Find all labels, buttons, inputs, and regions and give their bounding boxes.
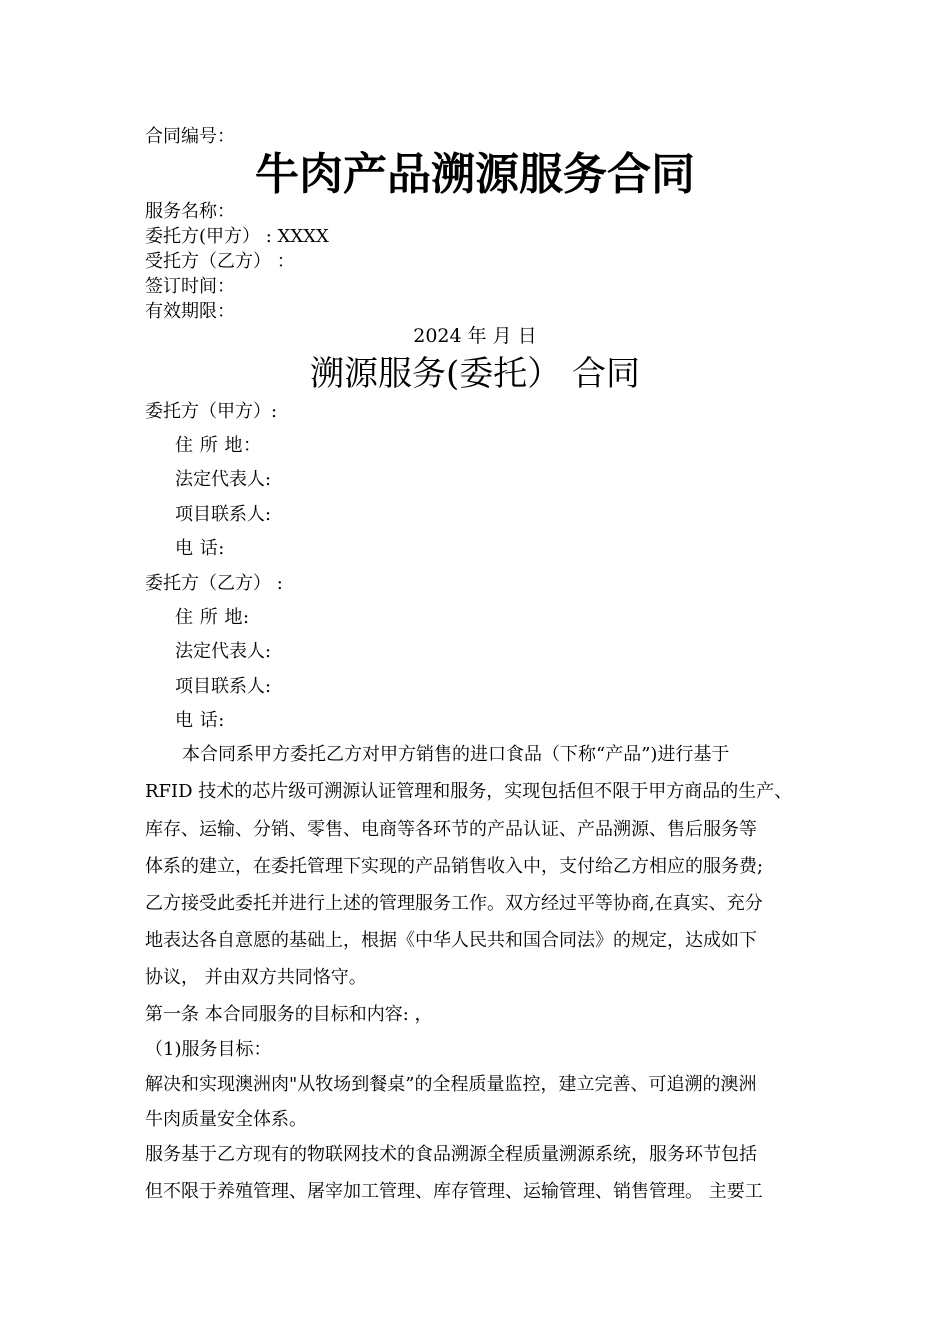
paragraph-1-line-7: 协议， 并由双方共同恪守。 (145, 967, 367, 988)
paragraph-3-line-2: 但不限于养殖管理、屠宰加工管理、库存管理、运输管理、销售管理。 主要工 (145, 1181, 763, 1202)
sub-title: 溯源服务(委托） 合同 (309, 354, 641, 394)
item-1-label: （1)服务目标： (145, 1039, 272, 1060)
valid-period-label: 有效期限： (145, 301, 235, 322)
party-a-phone: 电 话: (175, 538, 225, 559)
paragraph-1-line-2: RFID 技术的芯片级可溯源认证管理和服务，实现包括但不限于甲方商品的生产、 (145, 781, 793, 802)
party-a-address: 住 所 地： (175, 435, 262, 456)
article-1-heading: 第一条 本合同服务的目标和内容: ， (145, 1004, 433, 1025)
sign-time-label: 签订时间： (145, 276, 235, 297)
paragraph-2-line-2: 牛肉质量安全体系。 (145, 1109, 307, 1130)
party-a-contact: 项目联系人: (175, 504, 272, 525)
party-a-label: 委托方（甲方）: (145, 401, 278, 422)
paragraph-1-line-4: 体系的建立，在委托管理下实现的产品销售收入中，支付给乙方相应的服务费; (145, 856, 764, 877)
contract-number-label: 合同编号： (145, 126, 235, 147)
party-b-legal-rep: 法定代表人: (175, 641, 272, 662)
paragraph-1-line-1: 本合同系甲方委托乙方对甲方销售的进口食品（下称“产品”)进行基于 (182, 744, 730, 765)
paragraph-1-line-5: 乙方接受此委托并进行上述的管理服务工作。双方经过平等协商,在真实、充分 (145, 893, 763, 914)
paragraph-3-line-1: 服务基于乙方现有的物联网技术的食品溯源全程质量溯源系统，服务环节包括 (145, 1144, 757, 1165)
date-line: 2024 年 月 日 (413, 325, 537, 347)
paragraph-1-line-3: 库存、运输、分销、零售、电商等各环节的产品认证、产品溯源、售后服务等 (145, 819, 757, 840)
paragraph-2-line-1: 解决和实现澳洲肉"从牧场到餐桌”的全程质量监控，建立完善、可追溯的澳洲 (145, 1074, 757, 1095)
main-title: 牛肉产品溯源服务合同 (255, 149, 695, 200)
paragraph-1-line-6: 地表达各自意愿的基础上，根据《中华人民共和国合同法》的规定，达成如下 (145, 930, 757, 951)
service-name-label: 服务名称： (145, 201, 235, 222)
party-b-phone: 电 话: (175, 710, 225, 731)
party-a-header-line: 委托方(甲方） : XXXX (145, 226, 329, 247)
party-b-header-line: 受托方（乙方） ： (145, 251, 295, 272)
party-b-contact: 项目联系人: (175, 676, 272, 697)
party-b-label: 委托方（乙方） : (145, 573, 283, 594)
party-a-legal-rep: 法定代表人: (175, 469, 272, 490)
party-b-address: 住 所 地: (175, 607, 250, 628)
